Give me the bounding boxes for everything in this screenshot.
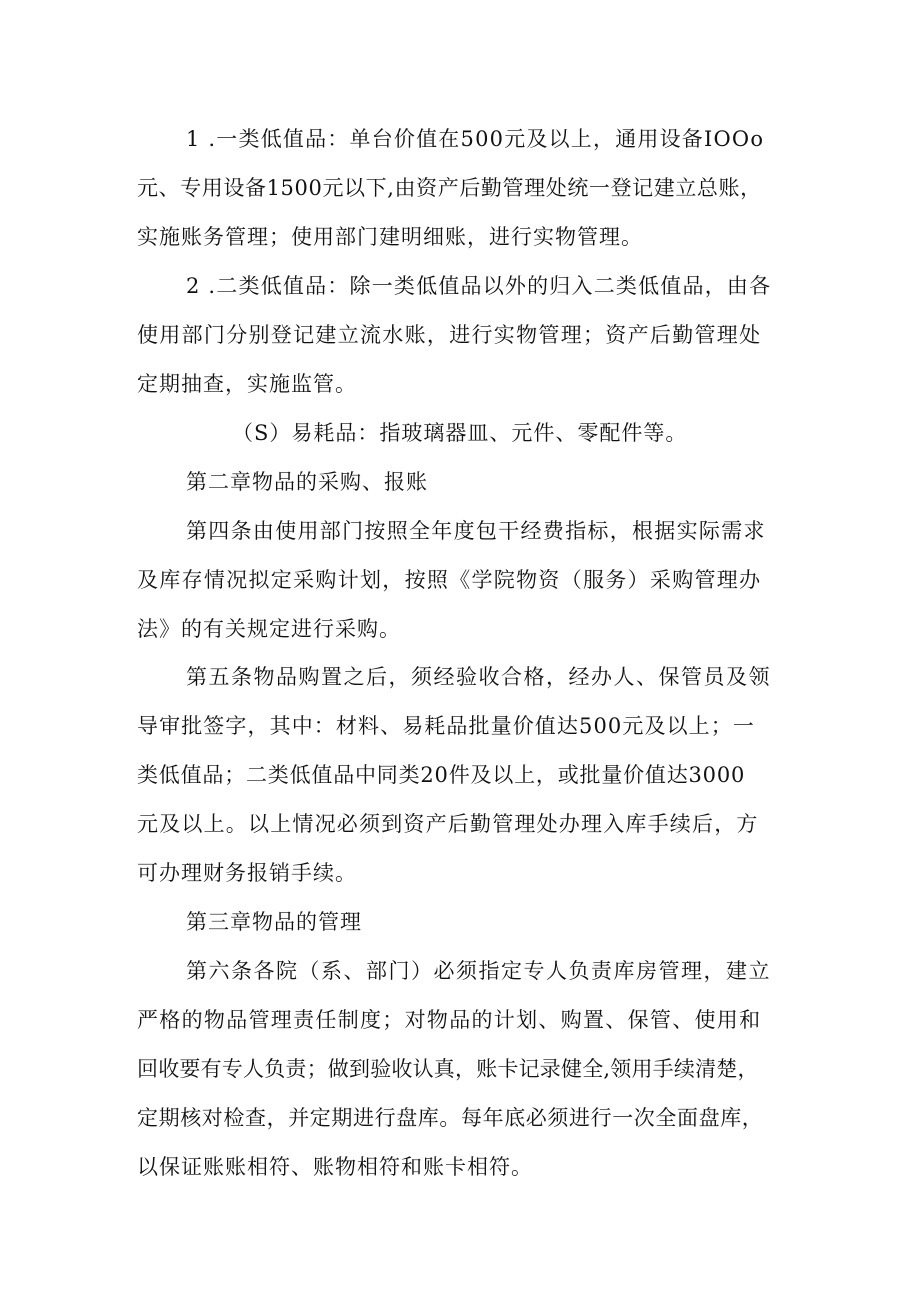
text-line: （S）易耗品：指玻璃器皿、元件、零配件等。	[232, 421, 688, 445]
text-line: 回收要有专人负责；做到验收认真，账卡记录健全,领用手续清楚，	[137, 1057, 759, 1081]
text-line: 1 .一类低值品：单台价值在500元及以上，通用设备IOOo	[186, 127, 765, 151]
text-line: 导审批签字，其中：材料、易耗品批量价值达500元及以上；一	[137, 714, 755, 738]
text-line: 及库存情况拟定采购计划，按照《学院物资（服务）采购管理办	[137, 568, 762, 592]
text-line: 定期抽查，实施监管。	[137, 372, 357, 396]
text-line: 元及以上。以上情况必须到资产后勤管理处办理入库手续后，方	[137, 812, 759, 836]
text-line: 类低值品；二类低值品中同类20件及以上，或批量价值达3000	[137, 763, 746, 787]
text-line: 可办理财务报销手续。	[137, 861, 357, 885]
text-line: 实施账务管理；使用部门建明细账，进行实物管理。	[137, 225, 643, 249]
text-line: 严格的物品管理责任制度；对物品的计划、购置、保管、使用和	[137, 1008, 762, 1032]
text-line: 第四条由使用部门按照全年度包干经费指标，根据实际需求	[186, 519, 766, 543]
text-line: 以保证账账相符、账物相符和账卡相符。	[137, 1155, 533, 1179]
text-line: 2 .二类低值品：除一类低值品以外的归入二类低值品，由各	[186, 274, 772, 298]
text-line: 法》的有关规定进行采购。	[137, 617, 401, 641]
chapter-heading: 第二章物品的采购、报账	[186, 470, 428, 494]
text-line: 第五条物品购置之后，须经验收合格，经办人、保管员及领	[186, 665, 771, 689]
chapter-heading: 第三章物品的管理	[186, 910, 362, 934]
text-line: 第六条各院（系、部门）必须指定专人负责库房管理，建立	[186, 959, 771, 983]
text-line: 定期核对检查，并定期进行盘库。每年底必须进行一次全面盘库，	[137, 1106, 764, 1130]
text-line: 使用部门分别登记建立流水账，进行实物管理；资产后勤管理处	[137, 323, 762, 347]
text-line: 元、专用设备1500元以下,由资产后勤管理处统一登记建立总账，	[137, 176, 762, 200]
